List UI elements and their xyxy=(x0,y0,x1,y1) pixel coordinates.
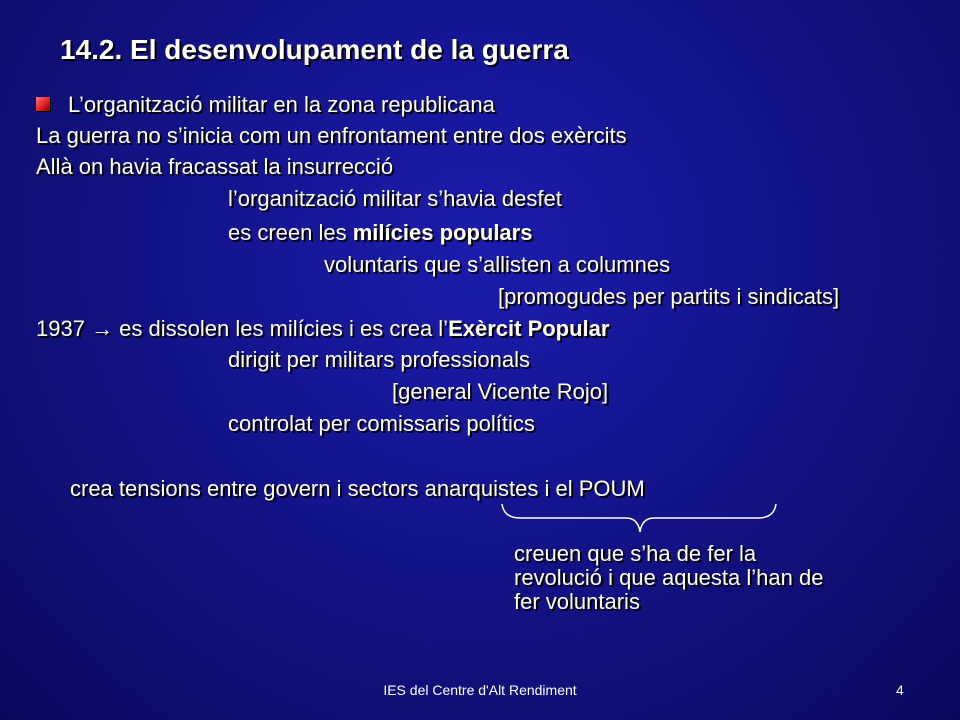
text-line-5-start: es creen les xyxy=(228,220,353,245)
text-line-10: [general Vicente Rojo] xyxy=(392,379,609,404)
text-line-15: fer voluntaris xyxy=(514,589,640,614)
page-number: 4 xyxy=(896,682,904,698)
text-line-8-bold: Exèrcit Popular xyxy=(448,316,610,341)
slide-title: 14.2. El desenvolupament de la guerra xyxy=(60,34,569,65)
arrow-right-icon: → xyxy=(91,316,114,341)
text-line-11: controlat per comissaris polítics xyxy=(228,411,535,436)
text-line-5-bold: milícies populars xyxy=(352,220,533,245)
footer-text: IES del Centre d'Alt Rendiment xyxy=(383,682,577,698)
text-line-12: crea tensions entre govern i sectors anarquistes i el POUM xyxy=(70,476,645,501)
curly-brace-icon xyxy=(500,500,780,540)
text-line-7: [promogudes per partits i sindicats] xyxy=(498,284,840,309)
text-line-6: voluntaris que s’allisten a columnes xyxy=(324,252,671,277)
text-line-8 xyxy=(36,316,609,342)
text-line-2: La guerra no s’inicia com un enfrontament entre dos exèrcits xyxy=(36,123,627,148)
text-line-5 xyxy=(228,220,532,246)
text-line-9: dirigit per militars professionals xyxy=(228,347,530,372)
text-line-1: L’organització militar en la zona republicana xyxy=(68,92,495,117)
bullet-square-icon xyxy=(36,97,50,111)
text-line-8-year: 1937 xyxy=(36,316,92,341)
text-line-13: creuen que s’ha de fer la xyxy=(514,541,757,566)
text-line-3: Allà on havia fracassat la insurrecció xyxy=(36,154,394,179)
text-line-14: revolució i que aquesta l’han de xyxy=(514,565,824,590)
text-line-8-middle: es dissolen les milícies i es crea l’ xyxy=(113,316,449,341)
text-line-4: l’organització militar s’havia desfet xyxy=(228,186,562,211)
